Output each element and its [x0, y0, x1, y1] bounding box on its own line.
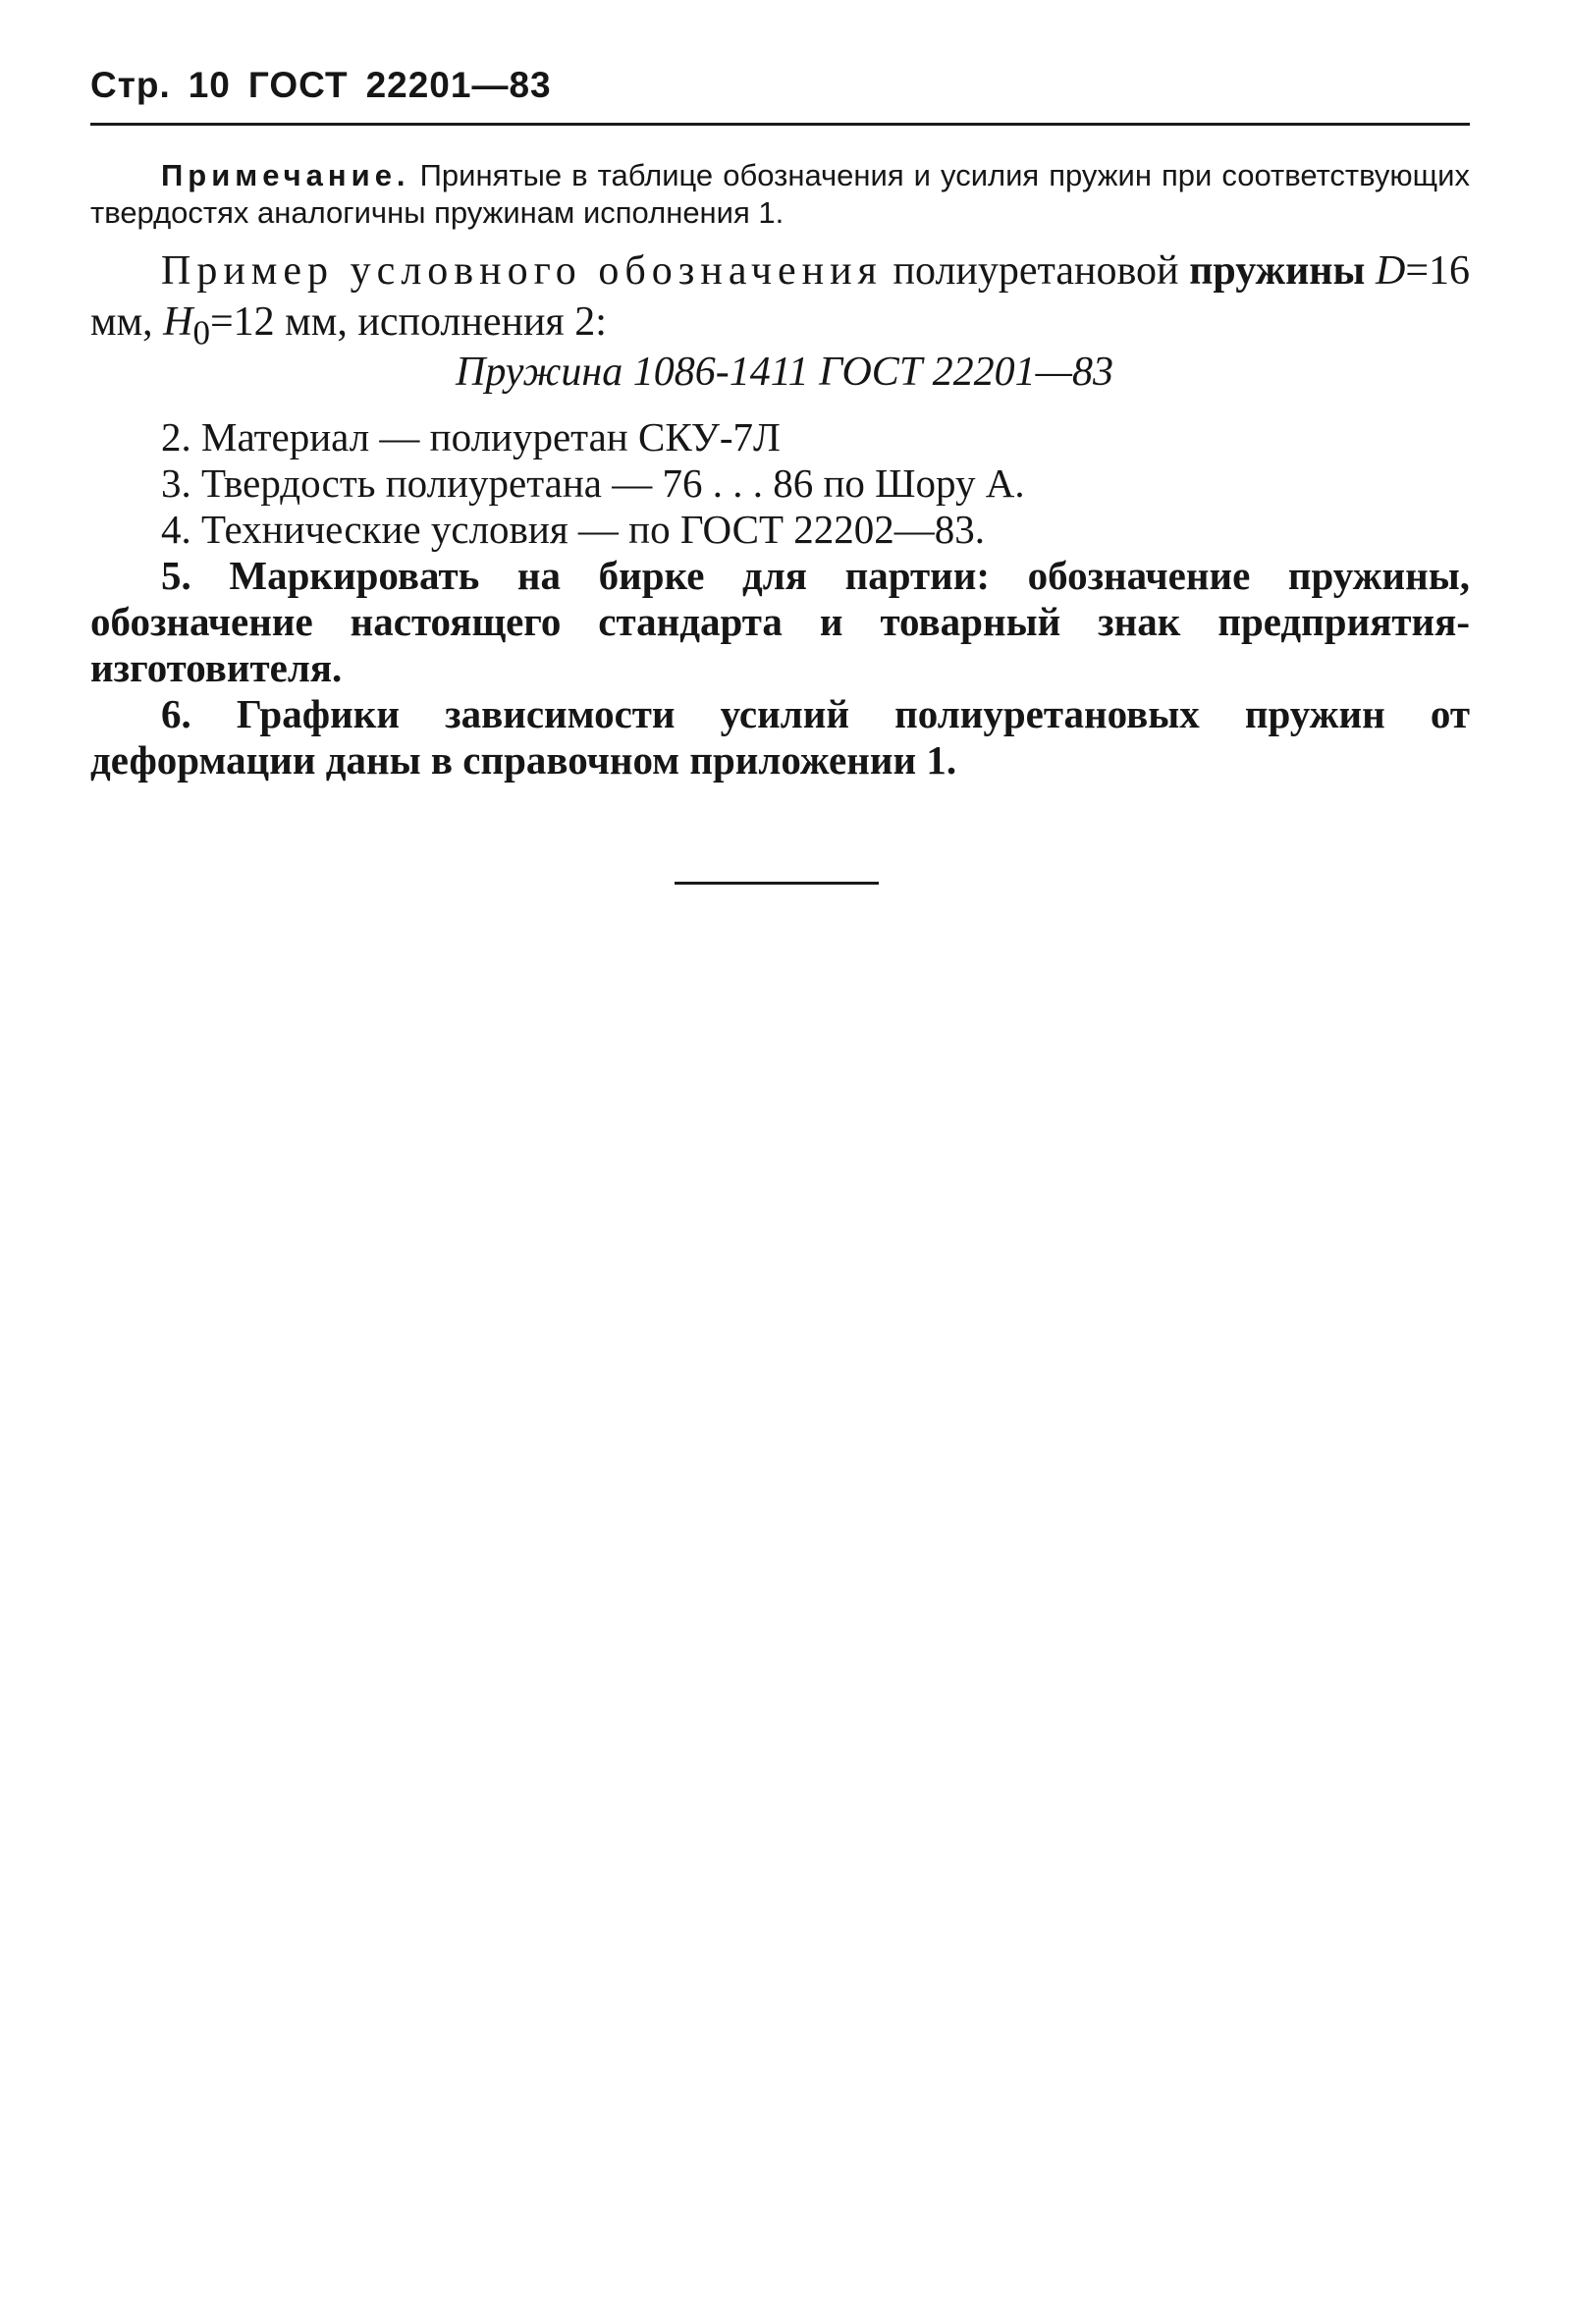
- h-symbol: H: [163, 299, 193, 345]
- d-value: =16 мм,: [90, 248, 1470, 345]
- d-symbol: D: [1375, 248, 1406, 294]
- end-divider: [675, 882, 879, 885]
- example-spring-word: пружины: [1189, 248, 1366, 294]
- table-note: [90, 157, 1470, 232]
- list-item: 2. Материал — полиуретан СКУ-7Л: [161, 414, 781, 459]
- page-number: 10: [188, 65, 231, 105]
- page-label: Стр.: [90, 65, 171, 105]
- note-text: Принятые в таблице обозначения и усилия пружин при соответствующих твердостях аналогичны пружинам исполнения 1.: [90, 158, 1470, 230]
- standard-name: ГОСТ: [247, 65, 349, 105]
- example-line1-rest: полиуретановой: [893, 248, 1179, 294]
- list-item: 4. Технические условия — по ГОСТ 22202—83.: [161, 507, 986, 552]
- example-paragraph: [90, 245, 1470, 358]
- list-item: 6. Графики зависимости усилий полиуретановых пружин от деформации даны в справочном приложении 1.: [90, 691, 1470, 783]
- list-item: 5. Маркировать на бирке для партии: обозначение пружины, обозначение настоящего стандарта и товарный знак предприятия-изготовителя.: [90, 553, 1470, 690]
- example-lead: Пример условного обозначения: [161, 248, 883, 294]
- example-designation: Пружина 1086-1411 ГОСТ 22201—83: [455, 350, 1114, 395]
- page-header: [90, 65, 552, 106]
- requirements-list: [90, 414, 1470, 784]
- header-divider: [90, 123, 1470, 126]
- h-value: =12 мм, исполнения 2:: [210, 299, 607, 345]
- standard-number: 22201—83: [365, 65, 552, 105]
- list-item: 3. Твердость полиуретана — 76 . . . 86 по Шору А.: [161, 460, 1025, 506]
- note-label: Примечание.: [161, 158, 410, 192]
- h-subscript: 0: [192, 313, 210, 352]
